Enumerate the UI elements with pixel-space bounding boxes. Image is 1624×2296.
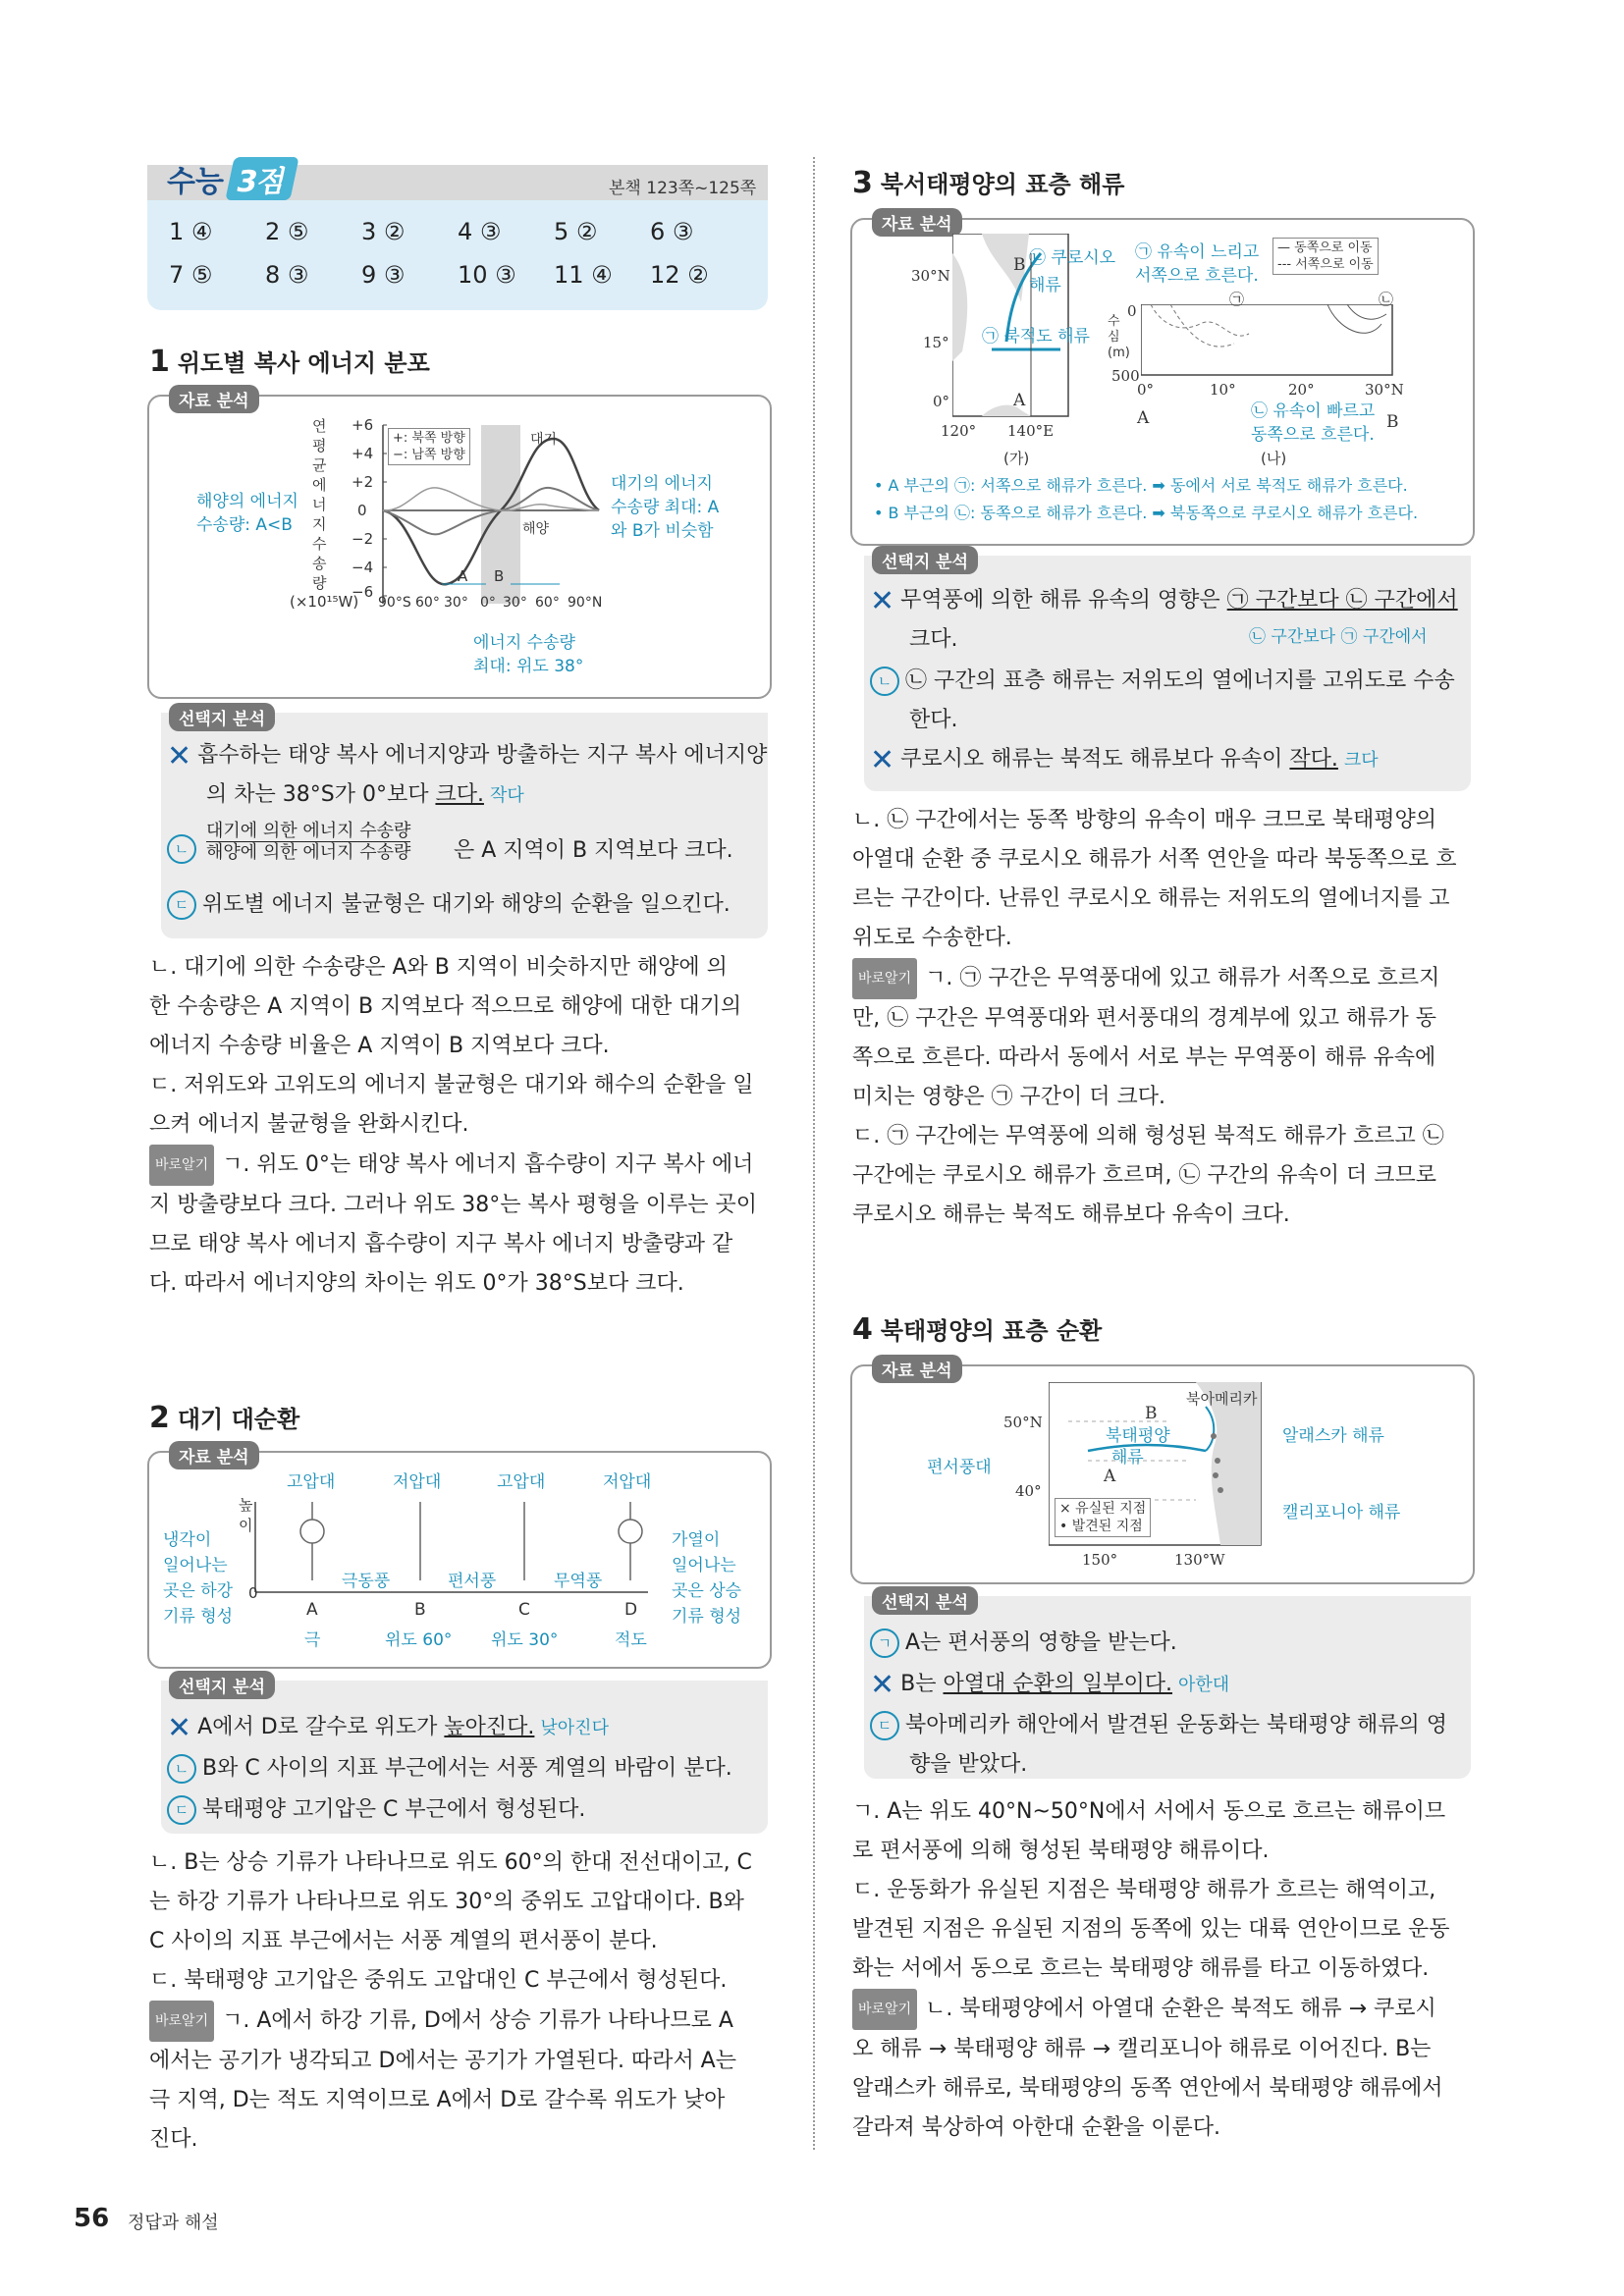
page-number: 56 xyxy=(74,2204,110,2233)
q3-option-3: ✕ 쿠로시오 해류는 북적도 해류보다 유속이 작다. 크다 xyxy=(870,742,1379,777)
page-range: 본책 123쪽~125쪽 xyxy=(609,179,757,198)
q1-option-2-rest: 은 A 지역이 B 지역보다 크다. xyxy=(454,838,733,863)
q4-lat: 50°N xyxy=(1003,1414,1043,1431)
q1-note-right: 수송량 최대: A xyxy=(611,498,720,517)
q1-option-2-fraction: 대기에 의한 에너지 수송량 해양에 의한 에너지 수송량 xyxy=(206,821,411,863)
q3-map-lat: 30°N xyxy=(911,267,950,285)
q2-point: B xyxy=(414,1600,426,1620)
q1-note-left: 수송량: A<B xyxy=(196,515,293,535)
q2-top-label: 저압대 xyxy=(603,1472,652,1492)
q3-section-chart xyxy=(1141,304,1396,379)
q4-option-3b: 향을 받았다. xyxy=(909,1752,1028,1777)
answer-item: 8 ③ xyxy=(265,261,309,289)
answer-item: 5 ② xyxy=(554,218,598,245)
q2-point: C xyxy=(518,1600,530,1620)
q3-bullet: • A 부근의 ㉠: 서쪽으로 해류가 흐른다. ➡ 동에서 서로 북적도 해류가 흐른다. xyxy=(874,476,1408,495)
q3-note-1: ㉠ 유속이 느리고 xyxy=(1135,242,1260,262)
q1-tag: 자료 분석 xyxy=(169,385,259,413)
q2-left-note: 곳은 하강 xyxy=(163,1581,234,1601)
q3-option-1b: 크다. xyxy=(909,627,958,652)
q4-option-2: ✕ B는 아열대 순환의 일부이다. 아한대 xyxy=(870,1667,1230,1702)
q4-tag: 자료 분석 xyxy=(872,1355,962,1383)
q3-option-2: ㄴ ㉡ 구간의 표층 해류는 저위도의 열에너지를 고위도로 수송 xyxy=(870,664,1455,696)
q2-point-label: 극 xyxy=(304,1630,321,1650)
q1-title: 1 위도별 복사 에너지 분포 xyxy=(149,345,430,379)
answer-item: 12 ② xyxy=(650,261,709,289)
q2-explanation: ㄴ. B는 상승 기류가 나타나므로 위도 60°의 한대 전선대이고, C 는 하강 기류가 나타나므로 위도 30°의 중위도 고압대이다. B와 C 사이의 지표 부근에서는 서풍 계열의 편서풍이 분다. ㄷ. 북태평양 고기압은 중위도 고압대인 C 부근에서 형성된다. 바로알기 ㄱ. A에서 하강 기류, D에서 상승 기류가 나타나므로 A 에서는 공기가 냉각되고 D에서는 공기가 가열된다. 따라서 A는 극 지역, D는 적도 지역이므로 A에서 D로 갈수록 위도가 낮아 진다. xyxy=(149,1850,752,2152)
q2-right-note: 일어나는 xyxy=(672,1556,736,1575)
q2-point: D xyxy=(624,1600,638,1620)
q2-right-note: 기류 형성 xyxy=(672,1607,742,1627)
q1-xtick: 30° xyxy=(444,595,468,611)
q4-option-3: ㄷ 북아메리카 해안에서 발견된 운동화는 북태평양 해류의 영 xyxy=(870,1708,1447,1740)
q3-kuroshio: ㉡ 쿠로시오 xyxy=(1029,248,1116,268)
q4-lat: 40° xyxy=(1015,1482,1042,1500)
q1-ytick: −4 xyxy=(352,559,374,576)
q3-sec-zero: 0 xyxy=(1127,302,1137,320)
q1-xtick: 90°N xyxy=(568,595,603,611)
q4-pt-b: B xyxy=(1145,1404,1158,1423)
q1-xtick: 0° xyxy=(480,595,496,611)
q3-note-2: 동쪽으로 흐른다. xyxy=(1251,425,1375,445)
q2-left-note: 일어나는 xyxy=(163,1556,228,1575)
q3-map-lon: 120° xyxy=(941,422,977,440)
q3-map-lon: 140°E xyxy=(1007,422,1055,440)
q1-ytick: −6 xyxy=(352,583,374,601)
q1-label-b: B xyxy=(494,567,505,585)
q1-ylabel: 연평균 에너지 수송량 xyxy=(312,417,327,592)
q3-legend: — 동쪽으로 이동 --- 서쪽으로 이동 xyxy=(1272,238,1379,275)
q2-wind: 편서풍 xyxy=(448,1572,497,1591)
q1-label-a: A xyxy=(458,567,468,585)
q3-option-2b: 한다. xyxy=(909,708,958,732)
q1-legend: +: 북쪽 방향 −: 남쪽 방향 xyxy=(388,428,470,465)
q3-note-1: 서쪽으로 흐른다. xyxy=(1135,266,1259,286)
q3-sec-depth: 500 xyxy=(1111,367,1140,385)
q2-right-note: 가열이 xyxy=(672,1530,721,1550)
q1-xtick: 60° xyxy=(415,595,440,611)
q1-option-3: ㄷ 위도별 에너지 불균형은 대기와 해양의 순환을 일으킨다. xyxy=(167,887,731,920)
q4-np-current: 북태평양 xyxy=(1106,1426,1170,1446)
q1-label-air: 대기 xyxy=(530,432,558,448)
answer-item: 11 ④ xyxy=(554,261,613,289)
suneung-logo: 수능 3점 xyxy=(167,157,295,200)
answer-item: 7 ⑤ xyxy=(169,261,213,289)
q2-option-1: ✕ A에서 D로 갈수로 위도가 높아진다. 낮아진다 xyxy=(167,1710,609,1745)
column-divider xyxy=(813,157,815,2150)
answer-item: 3 ② xyxy=(361,218,406,245)
q1-ytick: −2 xyxy=(352,530,374,548)
q2-zero: 0 xyxy=(248,1584,258,1602)
q4-choice-tag: 선택지 분석 xyxy=(872,1586,978,1615)
q1-ytick: +2 xyxy=(352,473,374,491)
answer-item: 10 ③ xyxy=(458,261,516,289)
q4-california: 캘리포니아 해류 xyxy=(1282,1503,1401,1522)
q2-point: A xyxy=(306,1600,318,1620)
q1-xtick: 90°S xyxy=(378,595,411,611)
q1-explanation: ㄴ. 대기에 의한 수송량은 A와 B 지역이 비슷하지만 해양에 의 한 수송량은 A 지역이 B 지역보다 적으므로 해양에 대한 대기의 에너지 수송량 비율은 A 지역이 B 지역보다 크다. ㄷ. 저위도와 고위도의 에너지 불균형은 대기와 해수의 순환을 일 으켜 에너지 불균형을 완화시킨다. 바로알기 ㄱ. 위도 0°는 태양 복사 에너지 흡수량이 지구 복사 에너 지 방출량보다 크다. 그러나 위도 38°는 복사 평형을 이루는 곳이 므로 태양 복사 에너지 흡수량이 지구 복사 에너지 방출량과 같 다. 따라서 에너지양의 차이는 위도 0°가 38°S보다 크다. xyxy=(149,955,757,1296)
q1-option-2: ㄴ xyxy=(167,834,202,864)
q2-wind: 극동풍 xyxy=(342,1572,391,1591)
q3-explanation: ㄴ. ㉡ 구간에서는 동쪽 방향의 유속이 매우 크므로 북태평양의 아열대 순환 중 쿠로시오 해류가 서쪽 연안을 따라 북동쪽으로 흐 르는 구간이다. 난류인 쿠로시오 해류는 저위도의 열에너지를 고 위도로 수송한다. 바로알기 ㄱ. ㉠ 구간은 무역풍대에 있고 해류가 서쪽으로 흐르지 만, ㉡ 구간은 무역풍대와 편서풍대의 경계부에 있고 해류가 동 쪽으로 흐른다. 따라서 동에서 서로 부는 무역풍이 해류 유속에 미치는 영향은 ㉠ 구간이 더 크다. ㄷ. ㉠ 구간에는 무역풍에 의해 형성된 북적도 해류가 흐르고 ㉡ 구간에는 쿠로시오 해류가 흐르며, ㉡ 구간의 유속이 더 크므로 쿠로시오 해류는 북적도 해류보다 유속이 크다. xyxy=(852,808,1457,1227)
q4-westerly: 편서풍대 xyxy=(927,1458,992,1477)
q3-option-1-corr: ㉡ 구간보다 ㉠ 구간에서 xyxy=(1249,627,1428,647)
answer-box xyxy=(147,200,768,310)
q2-point-label: 위도 60° xyxy=(385,1630,453,1650)
q1-xtick: 30° xyxy=(503,595,527,611)
q2-tag: 자료 분석 xyxy=(169,1441,259,1469)
q3-sec-a: A xyxy=(1137,408,1150,428)
q3-sec-x: 20° xyxy=(1288,381,1315,399)
q4-lon: 150° xyxy=(1082,1551,1118,1569)
q3-map-lat: 0° xyxy=(933,393,950,410)
q3-sec-x: 10° xyxy=(1210,381,1236,399)
q3-sec-x: 30°N xyxy=(1365,381,1404,399)
q2-left-note: 냉각이 xyxy=(163,1530,212,1550)
q2-title: 2 대기 대순환 xyxy=(149,1401,300,1435)
q4-title: 4 북태평양의 표층 순환 xyxy=(852,1312,1103,1347)
q2-option-3: ㄷ 북태평양 고기압은 C 부근에서 형성된다. xyxy=(167,1792,585,1825)
q3-sub-ga: (가) xyxy=(1003,450,1030,467)
q1-ytick: +6 xyxy=(352,416,374,434)
q3-nec: ㉠ 북적도 해류 xyxy=(982,327,1090,347)
q4-north-america: 북아메리카 xyxy=(1186,1390,1258,1408)
q1-ytick: 0 xyxy=(357,502,367,519)
q2-top-label: 고압대 xyxy=(497,1472,546,1492)
q4-np-current: 해류 xyxy=(1111,1448,1144,1468)
q2-point-label: 적도 xyxy=(615,1630,647,1650)
q1-label-ocean: 해양 xyxy=(522,521,550,537)
q3-map-a: A xyxy=(1013,391,1026,410)
q3-title: 3 북서태평양의 표층 해류 xyxy=(852,166,1125,200)
q2-wind: 무역풍 xyxy=(554,1572,603,1591)
q3-tag: 자료 분석 xyxy=(872,208,962,237)
answer-item: 9 ③ xyxy=(361,261,406,289)
q1-note-bottom: 에너지 수송량 xyxy=(473,633,575,653)
answer-item: 2 ⑤ xyxy=(265,218,309,245)
q3-sec-g: ㉠ xyxy=(1229,291,1245,308)
q3-choice-tag: 선택지 분석 xyxy=(872,546,978,574)
q3-sec-x: 0° xyxy=(1137,381,1155,399)
q2-point-label: 위도 30° xyxy=(491,1630,559,1650)
answer-item: 1 ④ xyxy=(169,218,213,245)
q3-option-1: ✕ 무역풍에 의한 해류 유속의 영향은 ㉠ 구간보다 ㉡ 구간에서 xyxy=(870,583,1458,618)
q3-map-lat: 15° xyxy=(923,334,949,351)
q3-sec-b: B xyxy=(1386,412,1399,432)
q4-lon: 130°W xyxy=(1174,1551,1225,1569)
q1-note-right: 와 B가 비슷함 xyxy=(611,521,714,541)
q3-sec-n: ㉡ xyxy=(1379,291,1394,308)
q3-kuroshio: 해류 xyxy=(1029,276,1061,295)
q1-note-right: 대기의 에너지 xyxy=(611,474,713,494)
q2-option-2: ㄴ B와 C 사이의 지표 부근에서는 서풍 계열의 바람이 분다. xyxy=(167,1751,732,1784)
q4-option-1: ㄱ A는 편서풍의 영향을 받는다. xyxy=(870,1626,1177,1658)
q4-pt-a: A xyxy=(1104,1467,1116,1486)
q3-sub-na: (나) xyxy=(1261,450,1287,467)
q1-xtick: 60° xyxy=(535,595,560,611)
q1-yunit: (×10¹⁵W) xyxy=(290,593,359,611)
q1-choice-tag: 선택지 분석 xyxy=(169,703,275,731)
q3-note-2: ㉡ 유속이 빠르고 xyxy=(1251,401,1376,421)
q1-note-left: 해양의 에너지 xyxy=(196,492,298,511)
q2-top-label: 저압대 xyxy=(393,1472,442,1492)
q4-alaska: 알래스카 해류 xyxy=(1282,1426,1384,1446)
q2-choice-tag: 선택지 분석 xyxy=(169,1671,275,1699)
q3-bullet: • B 부근의 ㉡: 동쪽으로 해류가 흐른다. ➡ 북동쪽으로 쿠로시오 해류가 흐른다. xyxy=(874,504,1419,522)
q2-right-note: 곳은 상승 xyxy=(672,1581,742,1601)
q3-map-b: B xyxy=(1013,255,1026,275)
q4-legend: × 유실된 지점 • 발견된 지점 xyxy=(1055,1498,1151,1537)
q1-ytick: +4 xyxy=(352,445,374,462)
q2-height-label: 높이 xyxy=(239,1496,253,1534)
answer-item: 6 ③ xyxy=(650,218,694,245)
page-label: 정답과 해설 xyxy=(128,2213,219,2233)
q2-top-label: 고압대 xyxy=(287,1472,336,1492)
q1-option-1: ✕ 흡수하는 태양 복사 에너지양과 방출하는 지구 복사 에너지양 xyxy=(167,738,768,774)
q3-depth-label: 수심(m) xyxy=(1108,314,1130,360)
q1-option-1b: 의 차는 38°S가 0°보다 크다. 작다 xyxy=(206,782,524,807)
q4-explanation: ㄱ. A는 위도 40°N~50°N에서 서에서 동으로 흐르는 해류이므 로 편서풍에 의해 형성된 북태평양 해류이다. ㄷ. 운동화가 유실된 지점은 북태평양 해류가 흐르는 해역이고, 발견된 지점은 유실된 지점의 동쪽에 있는 대륙 연안이므로 운동 화는 서에서 동으로 흐르는 북태평양 해류를 타고 이동하였다. 바로알기 ㄴ. 북태평양에서 아열대 순환은 북적도 해류 → 쿠로시 오 해류 → 북태평양 해류 → 캘리포니아 해류로 이어진다. B는 알래스카 해류로, 북태평양의 동쪽 연안에서 북태평양 해류에서 갈라져 북상하여 아한대 순환을 이룬다. xyxy=(852,1799,1450,2140)
answer-item: 4 ③ xyxy=(458,218,502,245)
q1-note-bottom: 최대: 위도 38° xyxy=(473,657,584,676)
q2-left-note: 기류 형성 xyxy=(163,1607,234,1627)
